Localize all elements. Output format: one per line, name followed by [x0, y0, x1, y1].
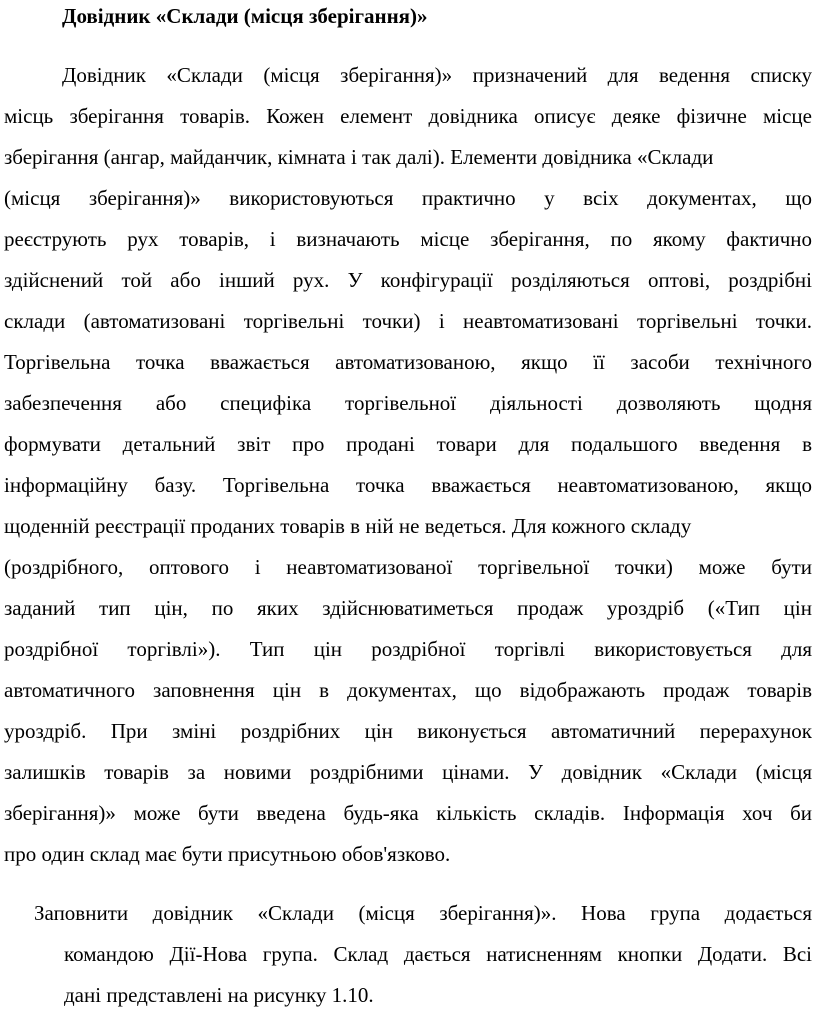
paragraph-line: здійснений той або інший рух. У конфігурації розділяються оптові, роздрібні	[4, 268, 812, 292]
paragraph-line: зберігання (ангар, майданчик, кімната і так далі). Елементи довідника «Склади	[4, 145, 714, 169]
paragraph-line: залишків товарів за новими роздрібними цінами. У довідник «Склади (місця	[4, 760, 812, 784]
paragraph-line: місць зберігання товарів. Кожен елемент довідника описує деяке фізичне місце	[4, 104, 812, 128]
task-line: командою Дії-Нова група. Склад дається натисненням кнопки Додати. Всі	[64, 942, 812, 966]
paragraph-line: роздрібної торгівлі»). Тип цін роздрібної торгівлі використовується для	[4, 637, 812, 661]
paragraph-line: склади (автоматизовані торгівельні точки) і неавтоматизовані торгівельні точки.	[4, 309, 812, 333]
paragraph-line: реєструють рух товарів, і визначають місце зберігання, по якому фактично	[4, 227, 812, 251]
paragraph-line: зберігання)» може бути введена будь-яка кількість складів. Інформація хоч би	[4, 801, 812, 825]
paragraph-line: Торгівельна точка вважається автоматизованою, якщо її засоби технічного	[4, 350, 812, 374]
document-heading: Довідник «Склади (місця зберігання)»	[62, 4, 428, 28]
task-line: Заповнити довідник «Склади (місця зберігання)». Нова група додається	[34, 901, 812, 925]
paragraph-line: Довідник «Склади (місця зберігання)» призначений для ведення списку	[62, 63, 812, 87]
paragraph-line: забезпечення або специфіка торгівельної діяльності дозволяють щодня	[4, 391, 812, 415]
paragraph-line: щоденній реєстрації проданих товарів в ній не ведеться. Для кожного складу	[4, 514, 692, 538]
paragraph-line: формувати детальний звіт про продані товари для подальшого введення в	[4, 432, 812, 456]
paragraph-line: уроздріб. При зміні роздрібних цін виконується автоматичний перерахунок	[4, 719, 812, 743]
paragraph-line: (роздрібного, оптового і неавтоматизованої торгівельної точки) може бути	[4, 555, 812, 579]
task-line: дані представлені на рисунку 1.10.	[64, 983, 374, 1007]
paragraph-line: заданий тип цін, по яких здійснюватиметься продаж уроздріб («Тип цін	[4, 596, 812, 620]
paragraph-line: (місця зберігання)» використовуються практично у всіх документах, що	[4, 186, 812, 210]
paragraph-line: інформаційну базу. Торгівельна точка вважається неавтоматизованою, якщо	[4, 473, 812, 497]
paragraph-line: про один склад має бути присутньою обов'язково.	[4, 842, 451, 866]
paragraph-line: автоматичного заповнення цін в документах, що відображають продаж товарів	[4, 678, 812, 702]
